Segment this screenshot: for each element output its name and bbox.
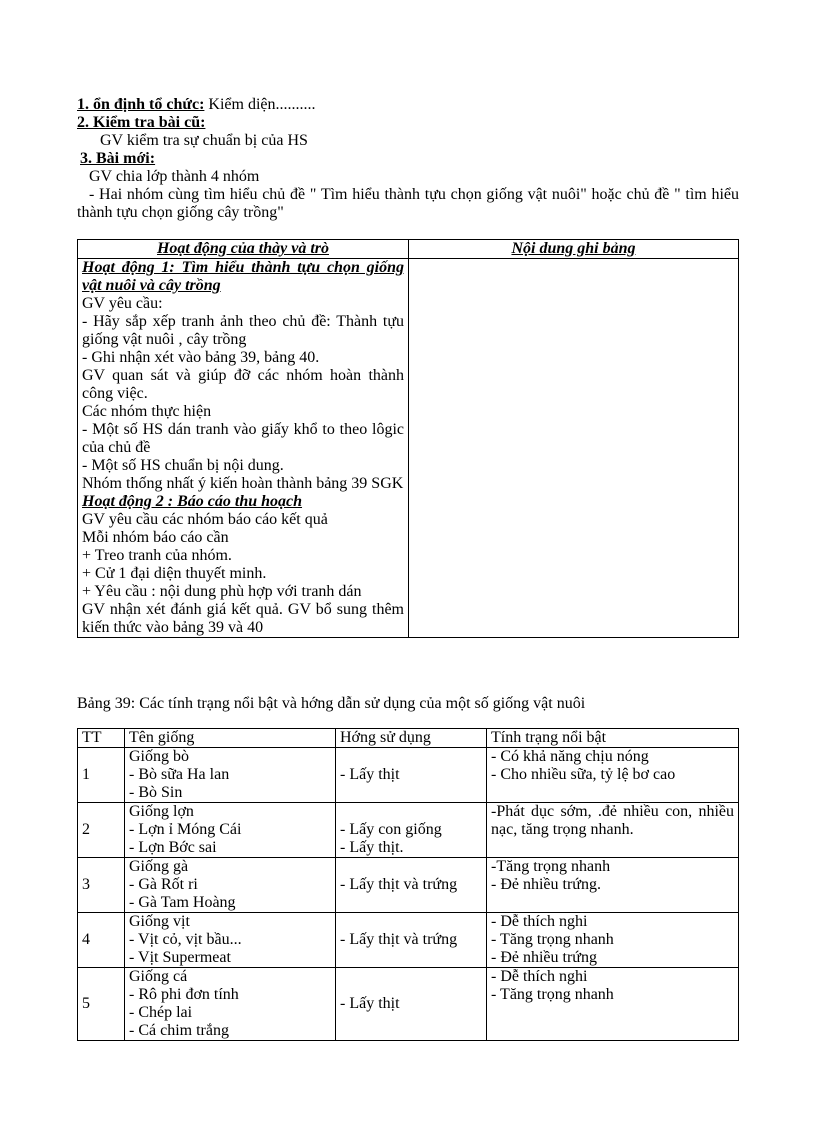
- trait-line: - Tăng trọng nhanh: [491, 931, 614, 948]
- row-name: [125, 748, 336, 803]
- intro-line: GV chia lớp thành 4 nhóm: [89, 168, 260, 185]
- row-name: [125, 913, 336, 968]
- row-tt: 4: [78, 913, 125, 968]
- section-3-label: 3. Bài mới:: [80, 150, 156, 167]
- a1-line: - Một số HS chuẩn bị nội dung.: [82, 457, 284, 474]
- a2-line: Mỗi nhóm báo cáo cần: [82, 529, 229, 546]
- row-use: [336, 913, 487, 968]
- name-line: Giống cá: [129, 968, 188, 985]
- row-name: [125, 858, 336, 913]
- row-tt: 1: [78, 748, 125, 803]
- use-line: - Lấy thịt.: [340, 839, 404, 856]
- table-row: [78, 968, 739, 1041]
- name-line: - Vịt cỏ, vịt bầu...: [129, 931, 242, 948]
- row-traits: [487, 968, 739, 1041]
- trait-line: - Cho nhiều sữa, tỷ lệ bơ cao: [491, 766, 676, 783]
- row-use: [336, 858, 487, 913]
- row-use: [336, 803, 487, 858]
- a1-line: - Ghi nhận xét vào bảng 39, bảng 40.: [82, 349, 320, 366]
- row-traits: [487, 748, 739, 803]
- row-tt: 5: [78, 968, 125, 1041]
- row-traits: [487, 913, 739, 968]
- a1-line: - Một số HS dán tranh vào giấy khổ to theo lôgic của chủ đề: [82, 421, 404, 456]
- use-line: - Lấy con giống: [340, 821, 442, 838]
- name-line: - Bò Sin: [129, 784, 183, 801]
- name-line: Giống vịt: [129, 913, 190, 930]
- activity-header-right: Nội dung ghi bảng: [409, 240, 739, 259]
- table-row: [78, 748, 739, 803]
- section-2-text: GV kiểm tra sự chuẩn bị của HS: [100, 132, 308, 149]
- name-line: Giống bò: [129, 748, 189, 765]
- col-header-traits: Tính trạng nổi bật: [487, 729, 739, 748]
- a2-line: + Treo tranh của nhóm.: [82, 547, 232, 564]
- table-row: [78, 913, 739, 968]
- a2-line: GV yêu cầu các nhóm báo cáo kết quả: [82, 511, 328, 528]
- section-1-text: Kiểm diện..........: [204, 96, 316, 113]
- section-1: [77, 96, 316, 114]
- activity-content: [78, 259, 409, 638]
- col-header-name: Tên giống: [125, 729, 336, 748]
- name-line: - Bò sữa Ha lan: [129, 766, 230, 783]
- use-line: - Lấy thịt: [340, 766, 400, 783]
- use-line: - Lấy thịt và trứng: [340, 876, 458, 893]
- trait-line: -Phát dục sớm, .đẻ nhiều con, nhiều nạc, tăng trọng nhanh.: [491, 803, 734, 838]
- row-traits: [487, 803, 739, 858]
- table-row: [78, 803, 739, 858]
- name-line: Giống gà: [129, 858, 189, 875]
- row-tt: 3: [78, 858, 125, 913]
- trait-line: - Có khả năng chịu nóng: [491, 748, 649, 765]
- a2-line: GV nhận xét đánh giá kết quả. GV bổ sung thêm kiến thức vào bảng 39 và 40: [82, 601, 404, 636]
- row-tt: 2: [78, 803, 125, 858]
- name-line: - Gà Tam Hoàng: [129, 894, 236, 911]
- a1-line: Nhóm thống nhất ý kiến hoàn thành bảng 39 SGK: [82, 475, 404, 492]
- name-line: - Vịt Supermeat: [129, 949, 231, 966]
- row-name: [125, 968, 336, 1041]
- use-line: - Lấy thịt: [340, 995, 400, 1012]
- trait-line: - Đẻ nhiều trứng.: [491, 876, 601, 893]
- col-header-use: Hớng sử dụng: [336, 729, 487, 748]
- intro-paragraph: - Hai nhóm cùng tìm hiểu chủ đề " Tìm hiểu thành tựu chọn giống vật nuôi" hoặc chủ đề " tìm hiểu thành tựu chọn giống cây trồng": [77, 186, 739, 221]
- activity-1-title: Hoạt động 1: Tìm hiểu thành tựu chọn giống vật nuôi và cây trồng: [82, 259, 404, 294]
- activity-table: [77, 239, 739, 638]
- name-line: Giống lợn: [129, 803, 194, 820]
- row-name: [125, 803, 336, 858]
- breeds-table: [77, 728, 739, 1041]
- activity-2-title: Hoạt động 2 : Báo cáo thu hoạch: [82, 493, 303, 510]
- section-2-label: 2. Kiểm tra bài cũ:: [77, 114, 206, 131]
- a1-line: GV quan sát và giúp đỡ các nhóm hoàn thành công việc.: [82, 367, 404, 402]
- trait-line: - Dễ thích nghi: [491, 968, 588, 985]
- a2-line: + Cử 1 đại diện thuyết minh.: [82, 565, 267, 582]
- name-line: - Lợn Bớc sai: [129, 839, 217, 856]
- name-line: - Rô phi đơn tính: [129, 986, 239, 1003]
- table-row: [78, 858, 739, 913]
- row-use: [336, 748, 487, 803]
- trait-line: - Đẻ nhiều trứng: [491, 949, 597, 966]
- section-1-label: 1. ổn định tổ chức:: [77, 96, 205, 113]
- a1-line: Các nhóm thực hiện: [82, 403, 212, 420]
- name-line: - Cá chim trắng: [129, 1022, 229, 1039]
- row-traits: [487, 858, 739, 913]
- a1-line: - Hãy sắp xếp tranh ảnh theo chủ đề: Thành tựu giống vật nuôi , cây trồng: [82, 313, 404, 348]
- row-use: [336, 968, 487, 1041]
- trait-line: - Tăng trọng nhanh: [491, 986, 614, 1003]
- name-line: - Lợn ỉ Móng Cái: [129, 821, 242, 838]
- table-39-caption: Bảng 39: Các tính trạng nổi bật và hớng dẫn sử dụng của một số giống vật nuôi: [77, 695, 586, 712]
- a2-line: + Yêu cầu : nội dung phù hợp với tranh dán: [82, 583, 362, 600]
- board-notes-cell: [409, 259, 739, 638]
- a1-line: GV yêu cầu:: [82, 295, 163, 312]
- name-line: - Gà Rốt ri: [129, 876, 198, 893]
- activity-header-left: Hoạt động của thày và trò: [78, 240, 409, 259]
- use-line: - Lấy thịt và trứng: [340, 931, 458, 948]
- col-header-tt: TT: [78, 729, 125, 748]
- trait-line: - Dễ thích nghi: [491, 913, 588, 930]
- name-line: - Chép lai: [129, 1004, 193, 1021]
- trait-line: -Tăng trọng nhanh: [491, 858, 611, 875]
